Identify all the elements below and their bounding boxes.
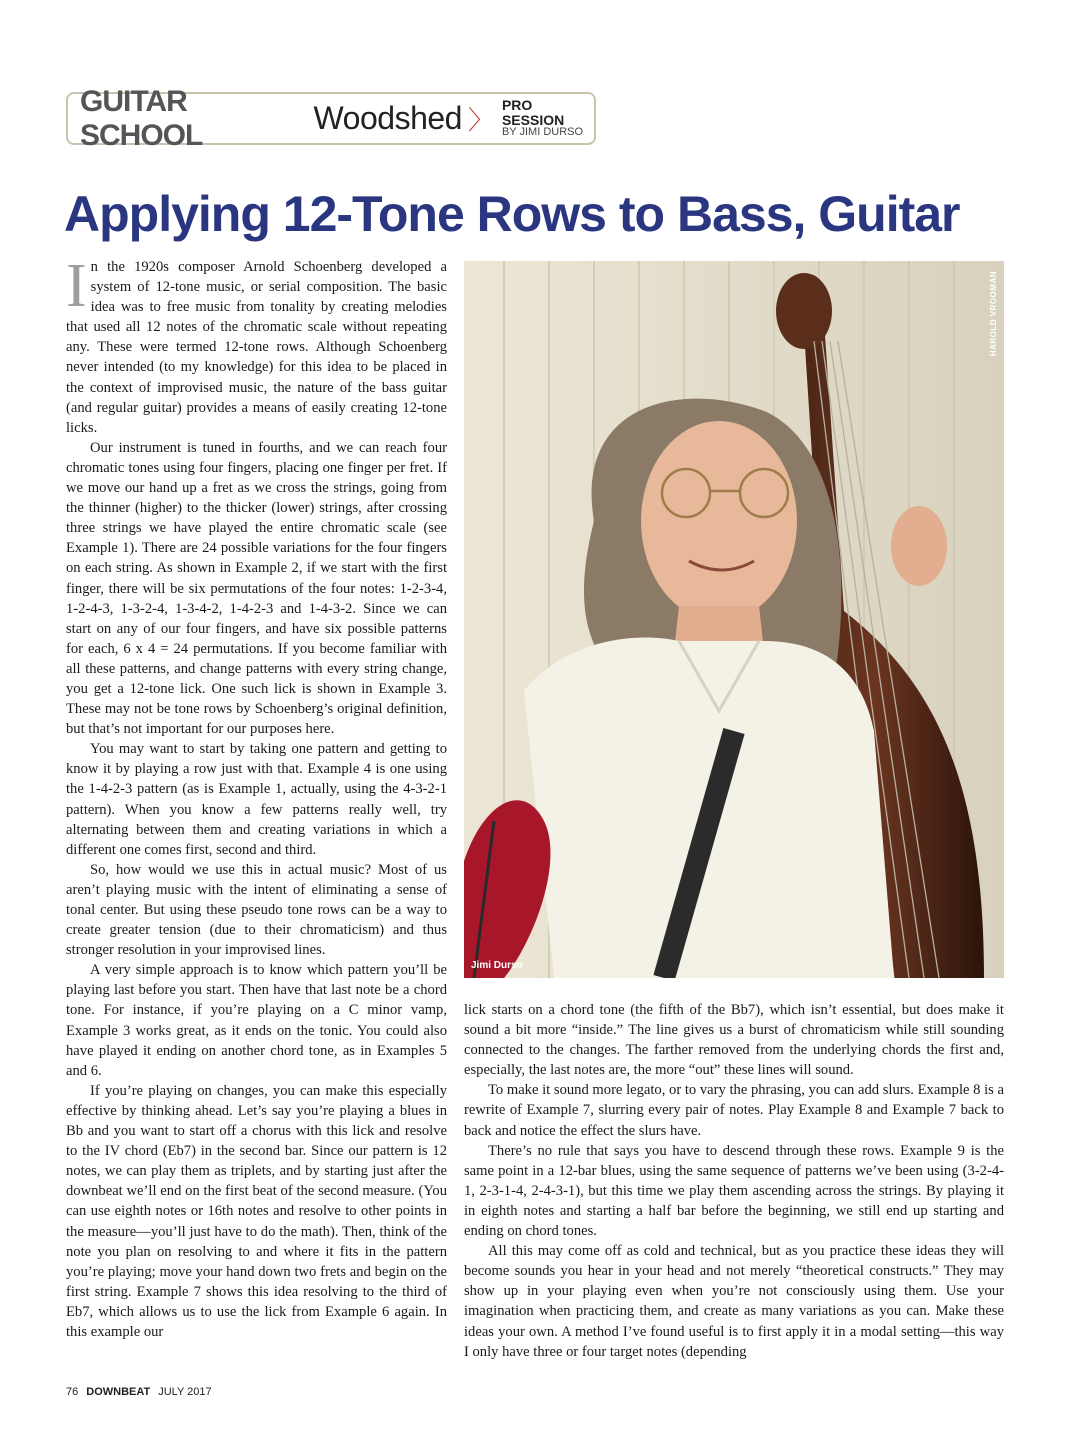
article-photo: [464, 261, 1004, 978]
photo-credit: HAROLD VROOMAN: [989, 271, 998, 357]
paragraph: In the 1920s composer Arnold Schoenberg developed a system of 12-tone music, or serial composition. The basic idea was to free music from tonality by creating melodies that used all 12 notes of the chromatic scale without repeating any. These were termed 12-tone rows. Although Schoenberg never intended (to my knowledge) for this idea to be placed in the context of improvised music, the nature of the bass guitar (and regular guitar) provides a means of easily creating 12-tone licks.: [66, 252, 447, 436]
section-name: GUITAR SCHOOL: [80, 84, 203, 152]
left-column: [66, 252, 447, 1342]
section-header: [66, 84, 596, 152]
header-label-group: [502, 98, 594, 139]
byline: BY JIMI DURSO: [501, 126, 584, 139]
issue-date: JULY 2017: [158, 1386, 212, 1398]
paragraph: Our instrument is tuned in fourths, and we can reach four chromatic tones using four fingers, placing one finger per fret. If we move our hand up a fret as we cross the strings, going from the thinner (higher) to the thicker (lower) strings, after crossing three strings we have played the entire chromatic scale (see Example 1). There are 24 possible variations for the four fingers on each string. As shown in Example 2, if we start with the first finger, there will be six permutations of the four notes: 1-2-3-4, 1-2-4-3, 1-3-2-4, 1-3-4-2, 1-4-2-3 and 1-4-3-2. Since we can start on any of our four fingers, and have six possible patterns for each, 6 x 4 = 24 permutations. If you become familiar with all these patterns, and change patterns with every string change, you get a 12-tone lick. One such lick is shown in Example 3. These may not be tone rows by Schoenberg’s original definition, but that’s not important for our purposes here.: [66, 439, 447, 738]
paragraph: If you’re playing on changes, you can make this especially effective by thinking ahead. Let’s say you’re playing a blues in Bb and you want to start off a chorus with this lick and resolve to the IV chord (Eb7) in the second bar. Since our pattern is 12 notes, we can play them as triplets, and by starting just after the downbeat we’ll end on the first beat of the second measure. (You can use eighth notes or 16th notes and resolve to other points in the measure—you’ll just have to do the math). Then, think of the note you plan on resolving to and where it fits in the pattern you’re playing; move your hand down two frets and begin on the first string. Example 7 shows this idea resolving to the third of Eb7, which allows us to use the lick from Example 6 again. In this example our: [66, 1082, 447, 1340]
photo-illustration: [464, 261, 1004, 978]
article-headline: Applying 12-Tone Rows to Bass, Guitar: [64, 186, 960, 242]
right-column: [464, 1000, 1004, 1362]
paragraph: lick starts on a chord tone (the fifth of the Bb7), which isn’t essential, but does make it sound a bit more “inside.” The line gives us a burst of chromaticism while still sounding connected to the changes. The farther removed from the underlying chords the first and, especially, the last notes are, the more “out” these lines will sound.: [464, 1002, 1004, 1079]
paragraph: All this may come off as cold and technical, but as you practice these ideas they will become sounds you hear in your head and not merely “theoretical constructs.” They may show up in your playing even when you’re not consciously using them. Use your imagination when practicing them, and create as many variations as you can. Make these ideas your own. A method I’ve found useful is to first apply it in a modal setting—this way I only have three or four target notes (depending: [464, 1243, 1004, 1360]
chevron-icon: 〉: [467, 105, 494, 135]
paragraph: A very simple approach is to know which pattern you’ll be playing last before you start. Then have that last note be a chord tone. For instance, if you’re playing on a C minor vamp, Example 3 works great, as it ends on the tonic. You could also have played it ending on another chord tone, as in Examples 5 and 6.: [66, 962, 447, 1079]
paragraph: You may want to start by taking one pattern and getting to know it by playing a row just with that. Example 4 is one using the 1-4-2-3 pattern (as is Example 1, actually, using the 4-3-2-1 pattern). When you know a few patterns really well, try alternating between them and creating variations in which a different one comes first, second and third.: [66, 741, 447, 858]
paragraph: So, how would we use this in actual music? Most of us aren’t playing music with the intent of eliminating a sense of tonal center. But using these pseudo tone rows can be a way to create greater tension (due to their chromaticism) and thus stronger resolution in your improvised lines.: [66, 861, 447, 959]
pro-session-label: PRO SESSION: [501, 97, 565, 128]
paragraph: To make it sound more legato, or to vary the phrasing, you can add slurs. Example 8 is a rewrite of Example 7, slurring every pair of notes. Play Example 8 and Example 7 back to back and notice the effect the slurs have.: [464, 1082, 1004, 1139]
magazine-name: DOWNBEAT: [86, 1386, 151, 1398]
photo-caption: Jimi Durso: [471, 960, 523, 971]
page-footer: [66, 1386, 212, 1398]
paragraph: There’s no rule that says you have to descend through these rows. Example 9 is the same point in a 12-bar blues, using the same sequence of patterns we’ve been using (3-2-4-1, 2-3-1-4, 2-4-3-1), but this time we play them ascending across the strings. By playing it in eighth notes and starting a half bar before the beginning, we still end up starting and ending on chord tones.: [464, 1142, 1004, 1240]
page-number: 76: [66, 1386, 79, 1398]
drop-cap: I: [66, 252, 87, 320]
column-name: Woodshed: [313, 100, 462, 136]
